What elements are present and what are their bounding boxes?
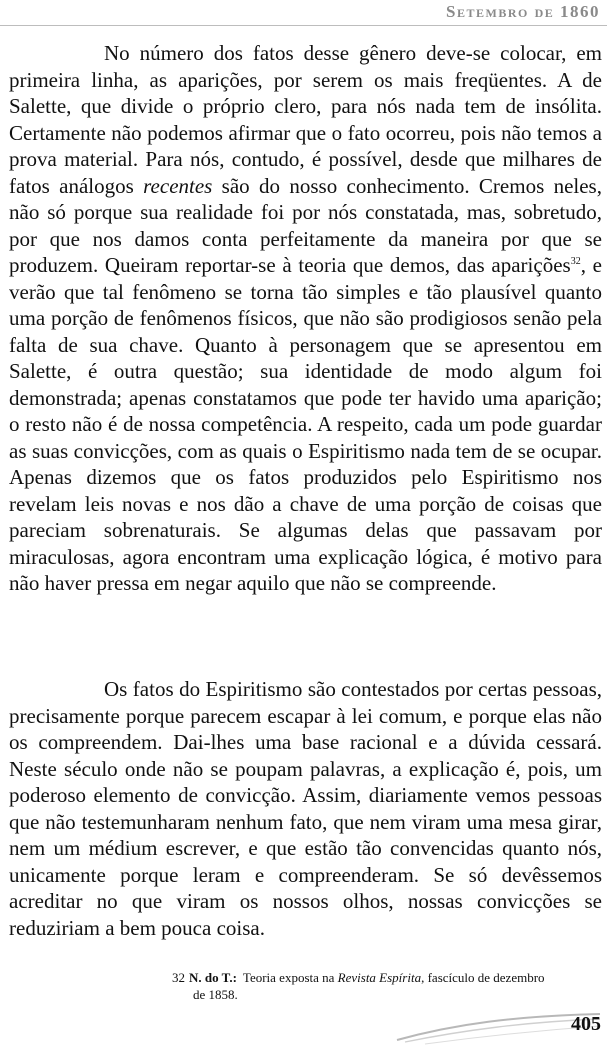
running-header: Setembro de 1860: [446, 2, 600, 21]
footnote-number: 32: [172, 970, 185, 985]
footnote-text-b: , fascículo de dezembro: [421, 970, 545, 985]
paragraph-2: [9, 676, 602, 941]
emphasis-recentes: recentes: [143, 173, 213, 198]
page-number: 405: [571, 1013, 601, 1035]
footnote-text-line2: de 1858.: [193, 987, 238, 1002]
footnote-text-a: Teoria exposta na: [242, 970, 338, 985]
paragraph-1-text-b: são do nosso conhecimento. Cremos neles, não só porque sua realidade foi por nós constatada, mas, sobretudo, por que nos damos conta perfeitamente da maneira por que se produzem. Queiram reportar-se à teoria que demos, das aparições: [9, 173, 602, 277]
footnote-journal-title: Revista Espírita: [337, 970, 422, 985]
paragraph-2-text: Os fatos do Espiritismo são contestados por certas pessoas, precisamente porque parecem escapar à lei comum, e porque elas não os compreendem. Dai-lhes uma base racional e a dúvida cessará. Neste século onde não se poupam palavras, a explicação é, pois, um poderoso elemento de convicção. Assim, diariamente vemos pessoas que não testemunharam nenhum fato, que nem viram uma mesa girar, nem um médium escrever, e que estão tão convencidas quanto nós, unicamente porque leram e compreenderam. Se só devêssemos acreditar no que viram os nossos olhos, nossas convicções se reduziriam a bem pouca coisa.: [9, 677, 602, 940]
footnote-label: N. do T.:: [189, 970, 237, 985]
paragraph-1: [9, 40, 602, 597]
paragraph-1-text-a: No número dos fatos desse gênero deve-se colocar, em primeira linha, as aparições, por serem os mais freqüentes. A de Salette, que divide o próprio clero, para nós nada tem de insólita. Certamente não podemos afirmar que o fato ocorreu, pois não temos a prova material. Para nós, contudo, é possível, desde que milhares de fatos análogos: [9, 41, 602, 198]
header-divider: [0, 25, 607, 26]
footnote-reference[interactable]: 32: [570, 256, 581, 267]
footnote: [172, 969, 602, 1003]
paragraph-1-text-c: , e verão que tal fenômeno se torna tão simples e tão plausível quanto uma porção de fenômenos físicos, que não são prodigiosos senão pela falta de sua chave. Quanto à personagem que se apresentou em Salette, é outra questão; sua identidade de modo algum foi demonstrada; apenas constatamos que pode ter havido uma aparição; o resto não é de nossa competência. A respeito, cada um pode guardar as suas convicções, com as quais o Espiritismo nada tem de se ocupar. Apenas dizemos que os fatos produzidos pelo Espiritismo nos revelam leis novas e nos dão a chave de uma porção de coisas que pareciam sobrenaturais. Se algumas delas que passavam por miraculosas, agora encontram uma explicação lógica, é motivo para não haver pressa em negar aquilo que não se compreende.: [9, 253, 603, 595]
